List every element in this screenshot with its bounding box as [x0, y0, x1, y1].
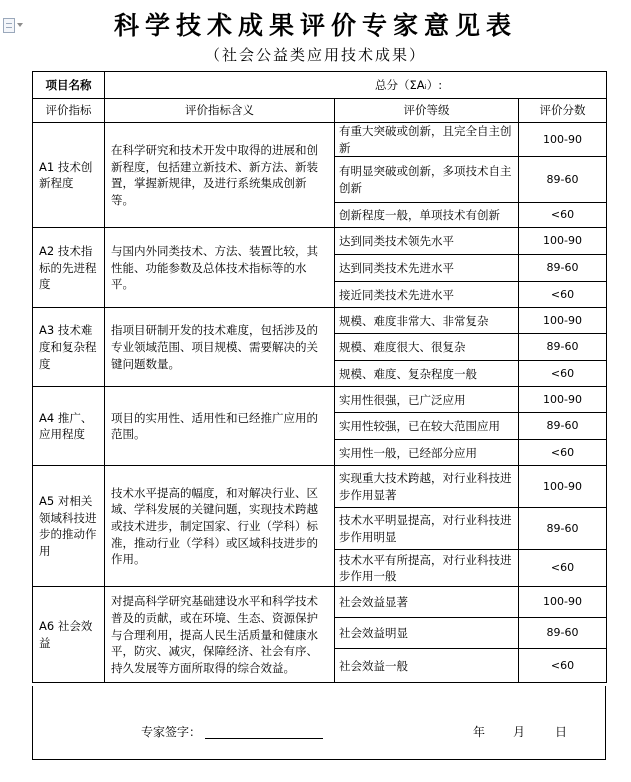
grade-row — [33, 228, 607, 255]
grade-score[interactable]: <60 — [519, 203, 607, 228]
grade-row — [33, 123, 607, 157]
project-row — [33, 72, 607, 99]
grade-level: 规模、难度很大、很复杂 — [335, 334, 519, 361]
col-header-grade: 评价等级 — [335, 99, 519, 123]
grade-level: 达到同类技术先进水平 — [335, 255, 519, 282]
criterion-meaning: 在科学研究和技术开发中取得的进展和创新程度，包括建立新技术、新方法、新装置，掌握新规律，及进行系统集成创新等。 — [105, 123, 335, 228]
criterion-meaning: 技术水平提高的幅度，和对解决行业、区域、学科发展的关键问题，实现技术跨越或技术进步，制定国家、行业（学科）标准，推动行业（学科）或区域科技进步的作用。 — [105, 466, 335, 587]
grade-score[interactable]: 100-90 — [519, 466, 607, 508]
grade-level: 规模、难度、复杂程度一般 — [335, 361, 519, 387]
criterion-name: A2 技术指标的先进程度 — [33, 228, 105, 308]
page-subtitle: （社会公益类应用技术成果） — [204, 46, 426, 64]
criterion-name: A4 推广、应用程度 — [33, 387, 105, 466]
grade-score[interactable]: <60 — [519, 649, 607, 683]
grade-score[interactable]: 89-60 — [519, 157, 607, 203]
grade-score[interactable]: 89-60 — [519, 508, 607, 550]
date-month: 月 — [513, 725, 526, 739]
signature-area — [32, 686, 606, 760]
grade-score[interactable]: 100-90 — [519, 587, 607, 618]
col-header-indicator: 评价指标 — [33, 99, 105, 123]
criterion-meaning: 项目的实用性、适用性和已经推广应用的范围。 — [105, 387, 335, 466]
grade-level: 社会效益明显 — [335, 618, 519, 649]
grade-score[interactable]: <60 — [519, 440, 607, 466]
grade-score[interactable]: 89-60 — [519, 255, 607, 282]
grade-level: 实用性一般，已经部分应用 — [335, 440, 519, 466]
grade-level: 社会效益一般 — [335, 649, 519, 683]
grade-score[interactable]: 89-60 — [519, 618, 607, 649]
date-day: 日 — [555, 725, 568, 739]
grade-score[interactable]: 100-90 — [519, 123, 607, 157]
grade-score[interactable]: <60 — [519, 361, 607, 387]
grade-level: 接近同类技术先进水平 — [335, 282, 519, 308]
project-name-label: 项目名称 — [33, 72, 105, 99]
grade-score[interactable]: 100-90 — [519, 387, 607, 413]
total-score-label: 总分（ΣAᵢ）: — [375, 77, 443, 92]
grade-score[interactable]: 89-60 — [519, 334, 607, 361]
column-header-row — [33, 99, 607, 123]
col-header-score: 评价分数 — [519, 99, 607, 123]
grade-level: 技术水平有所提高，对行业科技进步作用一般 — [335, 550, 519, 587]
evaluation-table — [32, 71, 607, 683]
col-header-meaning: 评价指标含义 — [105, 99, 335, 123]
grade-score[interactable]: 100-90 — [519, 228, 607, 255]
grade-row — [33, 587, 607, 618]
signature-line[interactable] — [205, 738, 323, 739]
grade-level: 实现重大技术跨越，对行业科技进步作用显著 — [335, 466, 519, 508]
grade-row — [33, 466, 607, 508]
grade-level: 规模、难度非常大、非常复杂 — [335, 308, 519, 334]
grade-level: 技术水平明显提高，对行业科技进步作用明显 — [335, 508, 519, 550]
criterion-meaning: 与国内外同类技术、方法、装置比较，其性能、功能参数及总体技术指标等的水平。 — [105, 228, 335, 308]
grade-score[interactable]: 89-60 — [519, 413, 607, 440]
grade-level: 有明显突破或创新，多项技术自主创新 — [335, 157, 519, 203]
criterion-name: A5 对相关领域科技进步的推动作用 — [33, 466, 105, 587]
grade-score[interactable]: <60 — [519, 550, 607, 587]
grade-level: 有重大突破或创新，且完全自主创新 — [335, 123, 519, 157]
grade-row — [33, 308, 607, 334]
project-name-cell[interactable] — [105, 72, 607, 99]
grade-level: 达到同类技术领先水平 — [335, 228, 519, 255]
date-year: 年 — [473, 725, 486, 739]
grade-level: 实用性较强，已在较大范围应用 — [335, 413, 519, 440]
grade-row — [33, 387, 607, 413]
criterion-meaning: 对提高科学研究基础建设水平和科学技术普及的贡献，或在环境、生态、资源保护与合理利用，提高人民生活质量和健康水平，防灾、减灾，保障经济、社会有序、持久发展等方面所取得的综合效益。 — [105, 587, 335, 683]
grade-score[interactable]: <60 — [519, 282, 607, 308]
grade-level: 实用性很强，已广泛应用 — [335, 387, 519, 413]
criterion-name: A6 社会效益 — [33, 587, 105, 683]
criterion-name: A1 技术创新程度 — [33, 123, 105, 228]
grade-level: 社会效益显著 — [335, 587, 519, 618]
page-title: 科学技术成果评价专家意见表 — [113, 11, 517, 40]
grade-level: 创新程度一般，单项技术有创新 — [335, 203, 519, 228]
grade-score[interactable]: 100-90 — [519, 308, 607, 334]
criterion-name: A3 技术难度和复杂程度 — [33, 308, 105, 387]
criterion-meaning: 指项目研制开发的技术难度，包括涉及的专业领域范围、项目规模、需要解决的关键问题数量。 — [105, 308, 335, 387]
signature-label: 专家签字： — [141, 725, 202, 739]
